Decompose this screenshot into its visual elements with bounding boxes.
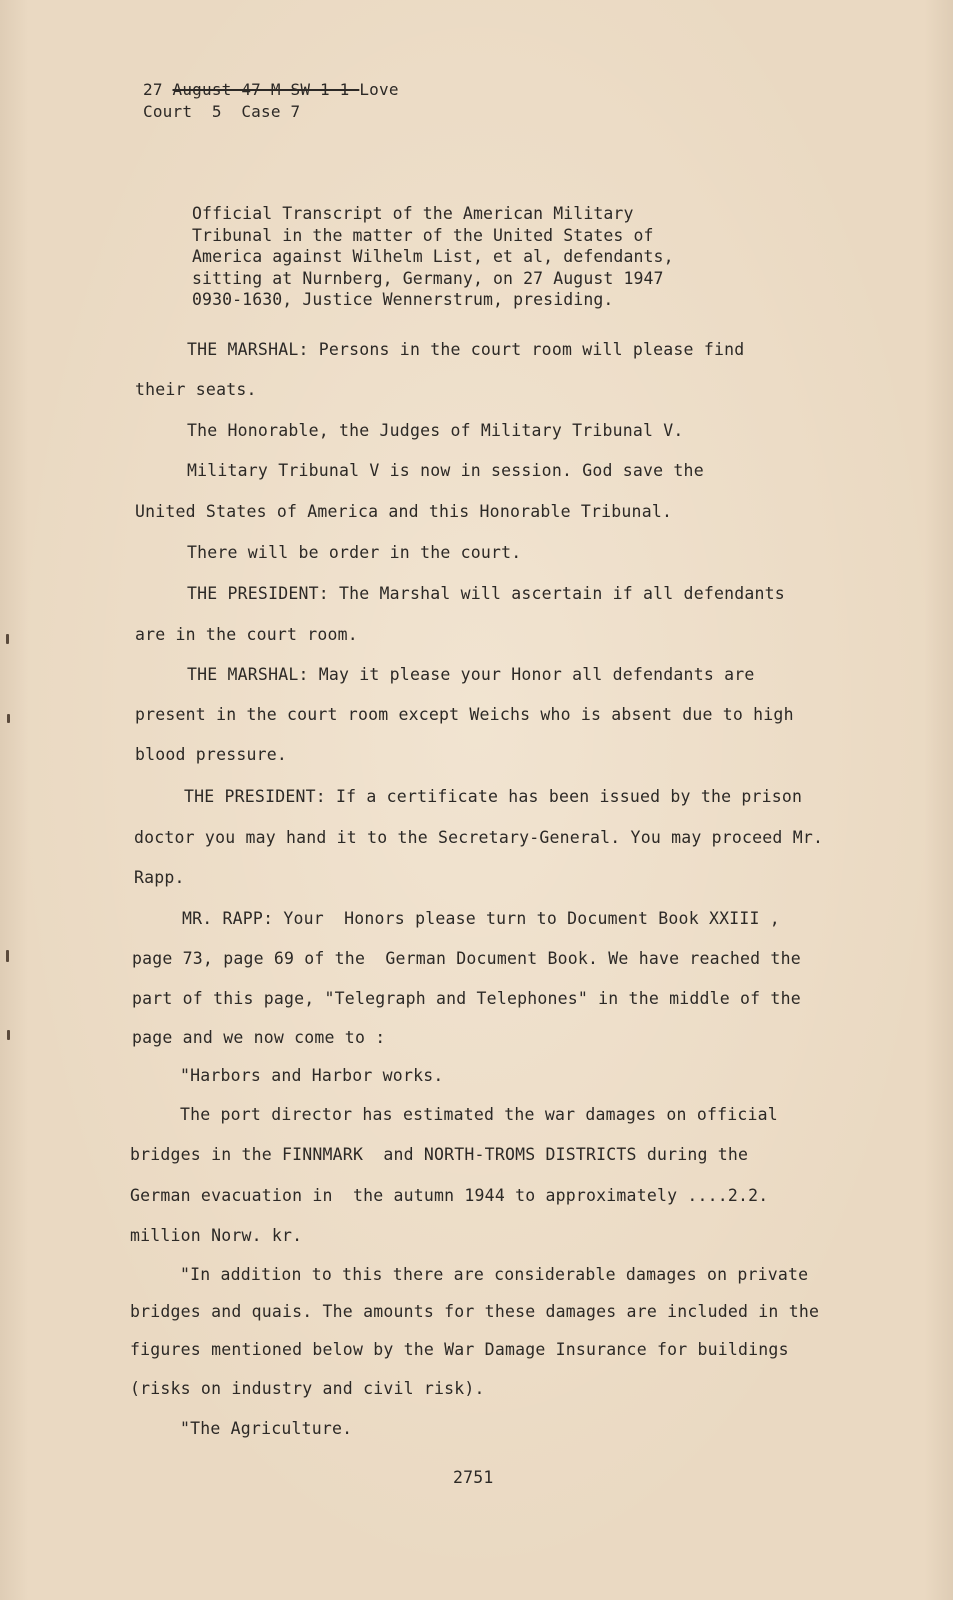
body-line: present in the court room except Weichs who is absent due to high: [135, 705, 794, 724]
header-struck-code: August 47-M-SW-1-1-: [172, 80, 360, 99]
left-edge-mark: [6, 634, 9, 644]
body-line: part of this page, "Telegraph and Telephones" in the middle of the: [132, 989, 801, 1008]
document-header: [143, 79, 399, 123]
body-line: THE MARSHAL: Persons in the court room will please find: [187, 340, 745, 359]
caption-line: Official Transcript of the American Military: [192, 204, 634, 223]
body-line: German evacuation in the autumn 1944 to approximately ....2.2.: [130, 1186, 769, 1205]
left-edge-mark: [7, 714, 10, 723]
caption-line: sitting at Nurnberg, Germany, on 27 August 1947: [192, 268, 664, 288]
caption-line: America against Wilhelm List, et al, defendants,: [192, 247, 674, 266]
body-line: bridges and quais. The amounts for these damages are included in the: [130, 1302, 820, 1321]
body-line: There will be order in the court.: [187, 543, 522, 562]
body-line: page and we now come to :: [132, 1028, 386, 1047]
body-line: page 73, page 69 of the German Document Book. We have reached the: [132, 949, 801, 968]
header-court-line: Court 5 Case 7: [143, 102, 301, 121]
caption-line: 0930-1630, Justice Wennerstrum, presiding.: [192, 290, 614, 309]
body-line: THE PRESIDENT: The Marshal will ascertain if all defendants: [187, 584, 785, 603]
body-line: Rapp.: [134, 868, 185, 887]
body-line: doctor you may hand it to the Secretary-General. You may proceed Mr.: [134, 828, 824, 847]
body-line: their seats.: [135, 380, 257, 399]
body-line: figures mentioned below by the War Damage Insurance for buildings: [130, 1340, 789, 1359]
body-line: "The Agriculture.: [180, 1419, 353, 1438]
body-line: "In addition to this there are considerable damages on private: [180, 1265, 809, 1284]
body-line: The port director has estimated the war damages on official: [180, 1105, 778, 1124]
body-line: "Harbors and Harbor works.: [180, 1066, 444, 1085]
transcript-caption: [192, 203, 792, 311]
body-line: blood pressure.: [135, 745, 288, 764]
body-line: MR. RAPP: Your Honors please turn to Document Book XXIII ,: [182, 909, 780, 928]
body-line: (risks on industry and civil risk).: [130, 1379, 485, 1398]
body-line: The Honorable, the Judges of Military Tribunal V.: [187, 421, 684, 440]
body-line: are in the court room.: [135, 625, 358, 644]
body-line: million Norw. kr.: [130, 1226, 303, 1245]
header-date: 27: [143, 80, 173, 99]
body-line: Military Tribunal V is now in session. God save the: [187, 461, 704, 480]
body-line: United States of America and this Honorable Tribunal.: [135, 502, 673, 521]
header-date-line: [143, 79, 399, 101]
page-number: 2751: [453, 1468, 494, 1487]
body-line: THE MARSHAL: May it please your Honor all defendants are: [187, 665, 755, 684]
body-line: THE PRESIDENT: If a certificate has been issued by the prison: [184, 787, 803, 806]
caption-line: Tribunal in the matter of the United States of: [192, 225, 654, 245]
body-line: bridges in the FINNMARK and NORTH-TROMS DISTRICTS during the: [130, 1145, 749, 1164]
header-reporter: Love: [359, 80, 399, 99]
left-edge-mark: [7, 1030, 10, 1040]
left-edge-mark: [6, 950, 9, 962]
